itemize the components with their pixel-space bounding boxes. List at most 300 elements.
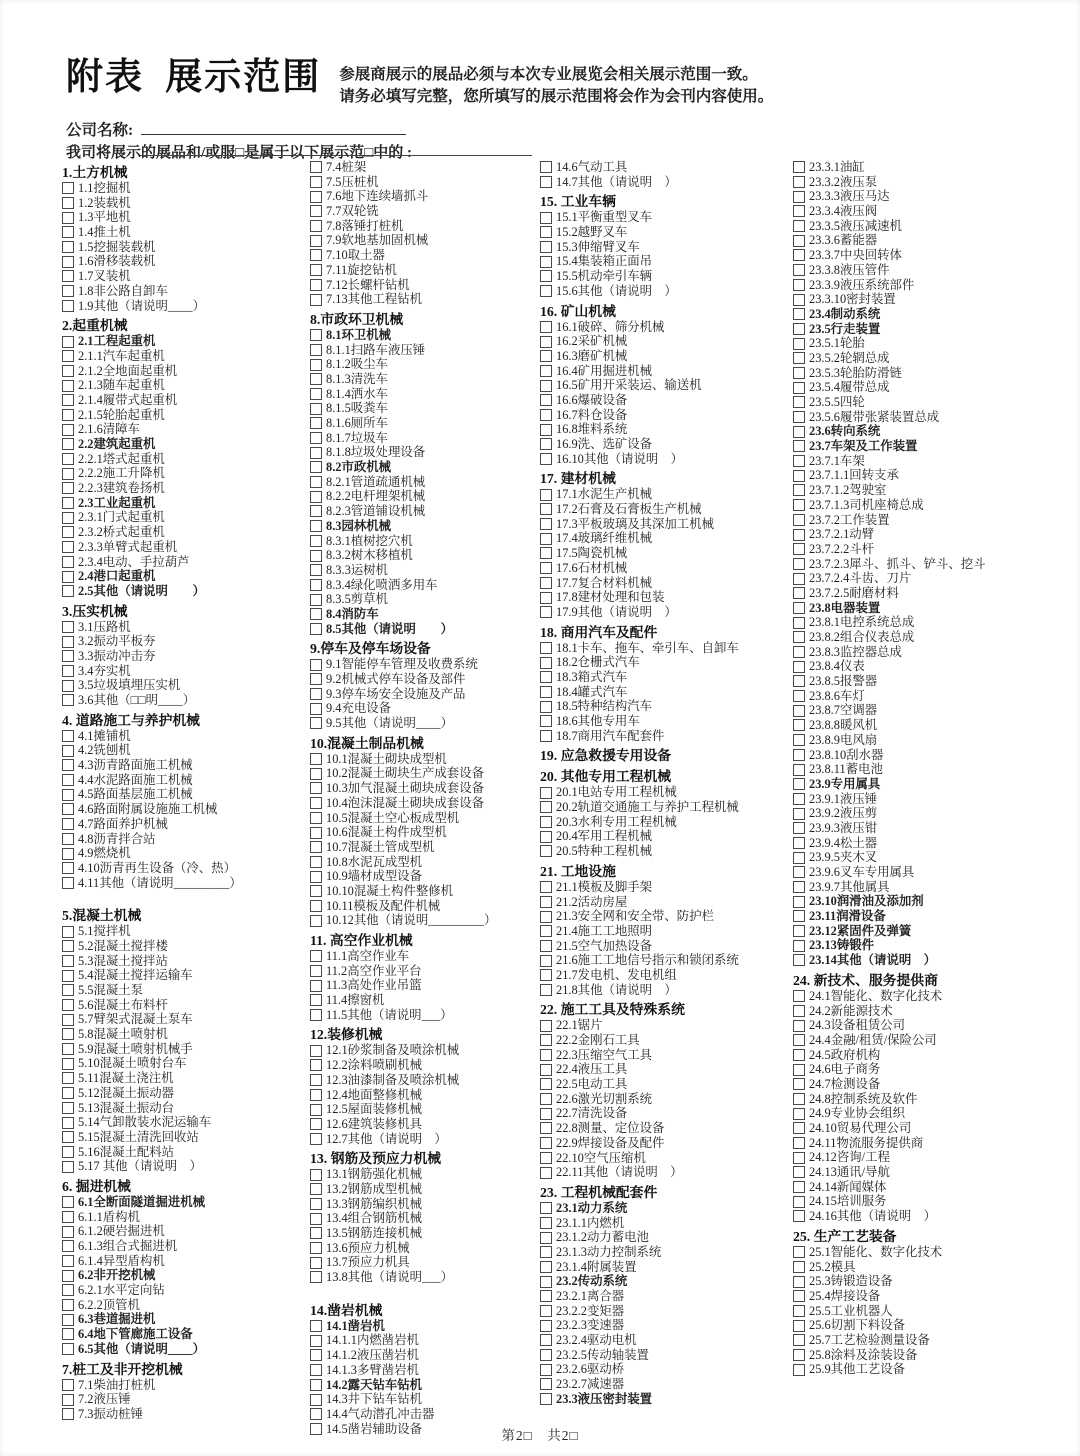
checkbox[interactable] — [62, 1102, 74, 1114]
checkbox[interactable] — [793, 1276, 805, 1288]
checkbox[interactable] — [310, 1408, 322, 1420]
checkbox[interactable] — [793, 749, 805, 761]
checkbox[interactable] — [62, 1028, 74, 1040]
checkbox[interactable] — [310, 1074, 322, 1086]
checkbox[interactable] — [310, 594, 322, 606]
checkbox[interactable] — [793, 411, 805, 423]
checkbox[interactable] — [540, 1261, 552, 1273]
checkbox[interactable] — [540, 489, 552, 501]
checkbox[interactable] — [310, 461, 322, 473]
checkbox[interactable] — [540, 1078, 552, 1090]
checkbox[interactable] — [62, 833, 74, 845]
checkbox[interactable] — [310, 782, 322, 794]
checkbox[interactable] — [793, 191, 805, 203]
checkbox[interactable] — [310, 1045, 322, 1057]
checkbox[interactable] — [310, 220, 322, 232]
checkbox[interactable] — [540, 1217, 552, 1229]
checkbox[interactable] — [540, 896, 552, 908]
checkbox[interactable] — [310, 1364, 322, 1376]
checkbox[interactable] — [793, 1034, 805, 1046]
checkbox[interactable] — [310, 994, 322, 1006]
checkbox[interactable] — [793, 543, 805, 555]
checkbox[interactable] — [793, 1078, 805, 1090]
checkbox[interactable] — [793, 719, 805, 731]
checkbox[interactable] — [540, 256, 552, 268]
checkbox[interactable] — [310, 432, 322, 444]
checkbox[interactable] — [62, 680, 74, 692]
checkbox[interactable] — [310, 980, 322, 992]
checkbox[interactable] — [793, 440, 805, 452]
checkbox[interactable] — [310, 1213, 322, 1225]
checkbox[interactable] — [310, 659, 322, 671]
checkbox[interactable] — [310, 703, 322, 715]
checkbox[interactable] — [310, 1257, 322, 1269]
checkbox[interactable] — [62, 636, 74, 648]
checkbox[interactable] — [793, 484, 805, 496]
checkbox[interactable] — [793, 338, 805, 350]
checkbox[interactable] — [540, 911, 552, 923]
checkbox[interactable] — [310, 176, 322, 188]
checkbox[interactable] — [540, 365, 552, 377]
checkbox[interactable] — [62, 1211, 74, 1223]
checkbox[interactable] — [62, 730, 74, 742]
checkbox[interactable] — [62, 1043, 74, 1055]
checkbox[interactable] — [793, 396, 805, 408]
checkbox[interactable] — [540, 969, 552, 981]
checkbox[interactable] — [310, 623, 322, 635]
checkbox[interactable] — [793, 558, 805, 570]
checkbox[interactable] — [310, 550, 322, 562]
checkbox[interactable] — [62, 940, 74, 952]
checkbox[interactable] — [310, 717, 322, 729]
checkbox[interactable] — [540, 592, 552, 604]
checkbox[interactable] — [62, 1058, 74, 1070]
checkbox[interactable] — [540, 321, 552, 333]
checkbox[interactable] — [62, 1379, 74, 1391]
checkbox[interactable] — [793, 1364, 805, 1376]
checkbox[interactable] — [793, 1320, 805, 1332]
checkbox[interactable] — [62, 285, 74, 297]
checkbox[interactable] — [793, 264, 805, 276]
checkbox[interactable] — [62, 1117, 74, 1129]
checkbox[interactable] — [310, 1227, 322, 1239]
checkbox[interactable] — [793, 631, 805, 643]
checkbox[interactable] — [62, 926, 74, 938]
checkbox[interactable] — [310, 900, 322, 912]
checkbox[interactable] — [540, 955, 552, 967]
checkbox[interactable] — [62, 1270, 74, 1282]
checkbox[interactable] — [793, 367, 805, 379]
checkbox[interactable] — [793, 352, 805, 364]
checkbox[interactable] — [540, 1034, 552, 1046]
checkbox[interactable] — [540, 1232, 552, 1244]
checkbox[interactable] — [793, 881, 805, 893]
checkbox[interactable] — [540, 518, 552, 530]
checkbox[interactable] — [793, 1261, 805, 1273]
checkbox[interactable] — [62, 256, 74, 268]
checkbox[interactable] — [540, 424, 552, 436]
checkbox[interactable] — [793, 1020, 805, 1032]
checkbox[interactable] — [793, 1196, 805, 1208]
checkbox[interactable] — [540, 409, 552, 421]
checkbox[interactable] — [793, 764, 805, 776]
checkbox[interactable] — [310, 950, 322, 962]
checkbox[interactable] — [310, 1271, 322, 1283]
checkbox[interactable] — [62, 365, 74, 377]
checkbox[interactable] — [793, 308, 805, 320]
checkbox[interactable] — [62, 1161, 74, 1173]
checkbox[interactable] — [540, 350, 552, 362]
checkbox[interactable] — [793, 705, 805, 717]
checkbox[interactable] — [540, 787, 552, 799]
checkbox[interactable] — [62, 526, 74, 538]
checkbox[interactable] — [62, 197, 74, 209]
checkbox[interactable] — [540, 336, 552, 348]
checkbox[interactable] — [310, 161, 322, 173]
checkbox[interactable] — [793, 1305, 805, 1317]
checkbox[interactable] — [310, 812, 322, 824]
checkbox[interactable] — [793, 426, 805, 438]
checkbox[interactable] — [310, 294, 322, 306]
checkbox[interactable] — [540, 270, 552, 282]
checkbox[interactable] — [540, 606, 552, 618]
checkbox[interactable] — [62, 1146, 74, 1158]
checkbox[interactable] — [310, 329, 322, 341]
checkbox[interactable] — [310, 768, 322, 780]
checkbox[interactable] — [62, 336, 74, 348]
checkbox[interactable] — [540, 730, 552, 742]
checkbox[interactable] — [62, 1196, 74, 1208]
checkbox[interactable] — [310, 505, 322, 517]
checkbox[interactable] — [793, 690, 805, 702]
checkbox[interactable] — [310, 673, 322, 685]
checkbox[interactable] — [62, 759, 74, 771]
checkbox[interactable] — [793, 1210, 805, 1222]
checkbox[interactable] — [310, 1242, 322, 1254]
checkbox[interactable] — [310, 915, 322, 927]
checkbox[interactable] — [62, 789, 74, 801]
checkbox[interactable] — [62, 745, 74, 757]
checkbox[interactable] — [540, 1093, 552, 1105]
checkbox[interactable] — [310, 1349, 322, 1361]
checkbox[interactable] — [540, 1320, 552, 1332]
checkbox[interactable] — [540, 642, 552, 654]
checkbox[interactable] — [310, 447, 322, 459]
checkbox[interactable] — [793, 279, 805, 291]
checkbox[interactable] — [62, 556, 74, 568]
checkbox[interactable] — [310, 1183, 322, 1195]
checkbox[interactable] — [62, 453, 74, 465]
checkbox[interactable] — [310, 417, 322, 429]
checkbox[interactable] — [793, 866, 805, 878]
checkbox[interactable] — [793, 1122, 805, 1134]
checkbox[interactable] — [793, 323, 805, 335]
checkbox[interactable] — [62, 438, 74, 450]
checkbox[interactable] — [310, 1118, 322, 1130]
checkbox[interactable] — [62, 541, 74, 553]
checkbox[interactable] — [793, 1137, 805, 1149]
checkbox[interactable] — [540, 176, 552, 188]
checkbox[interactable] — [793, 176, 805, 188]
checkbox[interactable] — [793, 675, 805, 687]
checkbox[interactable] — [62, 1343, 74, 1355]
checkbox[interactable] — [62, 955, 74, 967]
checkbox[interactable] — [62, 468, 74, 480]
checkbox[interactable] — [540, 701, 552, 713]
checkbox[interactable] — [793, 573, 805, 585]
checkbox[interactable] — [793, 778, 805, 790]
checkbox[interactable] — [310, 235, 322, 247]
checkbox[interactable] — [540, 1276, 552, 1288]
checkbox[interactable] — [540, 845, 552, 857]
checkbox[interactable] — [540, 212, 552, 224]
checkbox[interactable] — [540, 1152, 552, 1164]
checkbox[interactable] — [793, 499, 805, 511]
checkbox[interactable] — [793, 470, 805, 482]
checkbox[interactable] — [540, 438, 552, 450]
checkbox[interactable] — [62, 848, 74, 860]
checkbox[interactable] — [310, 885, 322, 897]
checkbox[interactable] — [793, 896, 805, 908]
checkbox[interactable] — [310, 827, 322, 839]
fill-in-blank-line[interactable] — [140, 155, 532, 156]
checkbox[interactable] — [62, 621, 74, 633]
checkbox[interactable] — [310, 1059, 322, 1071]
checkbox[interactable] — [62, 585, 74, 597]
checkbox[interactable] — [62, 877, 74, 889]
checkbox[interactable] — [540, 285, 552, 297]
checkbox[interactable] — [793, 617, 805, 629]
checkbox[interactable] — [310, 535, 322, 547]
checkbox[interactable] — [793, 910, 805, 922]
checkbox[interactable] — [310, 871, 322, 883]
checkbox[interactable] — [793, 954, 805, 966]
checkbox[interactable] — [62, 1299, 74, 1311]
checkbox[interactable] — [62, 482, 74, 494]
checkbox[interactable] — [793, 235, 805, 247]
checkbox[interactable] — [793, 249, 805, 261]
checkbox[interactable] — [540, 1305, 552, 1317]
checkbox[interactable] — [62, 409, 74, 421]
checkbox[interactable] — [310, 856, 322, 868]
checkbox[interactable] — [793, 837, 805, 849]
checkbox[interactable] — [310, 841, 322, 853]
checkbox[interactable] — [540, 1349, 552, 1361]
checkbox[interactable] — [540, 1167, 552, 1179]
checkbox[interactable] — [62, 650, 74, 662]
checkbox[interactable] — [540, 394, 552, 406]
checkbox[interactable] — [540, 533, 552, 545]
checkbox[interactable] — [540, 657, 552, 669]
checkbox[interactable] — [793, 205, 805, 217]
checkbox[interactable] — [62, 1408, 74, 1420]
checkbox[interactable] — [540, 380, 552, 392]
checkbox[interactable] — [62, 862, 74, 874]
checkbox[interactable] — [540, 1064, 552, 1076]
checkbox[interactable] — [310, 205, 322, 217]
checkbox[interactable] — [540, 1020, 552, 1032]
checkbox[interactable] — [310, 1104, 322, 1116]
checkbox[interactable] — [62, 818, 74, 830]
checkbox[interactable] — [62, 1014, 74, 1026]
checkbox[interactable] — [793, 1152, 805, 1164]
checkbox[interactable] — [540, 831, 552, 843]
checkbox[interactable] — [62, 1131, 74, 1143]
checkbox[interactable] — [793, 1108, 805, 1120]
checkbox[interactable] — [540, 547, 552, 559]
checkbox[interactable] — [540, 1246, 552, 1258]
checkbox[interactable] — [310, 608, 322, 620]
checkbox[interactable] — [310, 249, 322, 261]
checkbox[interactable] — [310, 1009, 322, 1021]
company-name-input-line[interactable] — [141, 120, 406, 135]
checkbox[interactable] — [310, 491, 322, 503]
checkbox[interactable] — [62, 970, 74, 982]
checkbox[interactable] — [540, 881, 552, 893]
checkbox[interactable] — [62, 350, 74, 362]
checkbox[interactable] — [793, 455, 805, 467]
checkbox[interactable] — [310, 403, 322, 415]
checkbox[interactable] — [62, 424, 74, 436]
checkbox[interactable] — [793, 1064, 805, 1076]
checkbox[interactable] — [310, 579, 322, 591]
checkbox[interactable] — [793, 1246, 805, 1258]
checkbox[interactable] — [310, 264, 322, 276]
checkbox[interactable] — [62, 665, 74, 677]
checkbox[interactable] — [310, 688, 322, 700]
checkbox[interactable] — [310, 388, 322, 400]
checkbox[interactable] — [793, 1005, 805, 1017]
checkbox[interactable] — [62, 241, 74, 253]
checkbox[interactable] — [62, 1072, 74, 1084]
checkbox[interactable] — [793, 514, 805, 526]
checkbox[interactable] — [793, 990, 805, 1002]
checkbox[interactable] — [62, 270, 74, 282]
checkbox[interactable] — [62, 571, 74, 583]
checkbox[interactable] — [62, 1087, 74, 1099]
checkbox[interactable] — [793, 161, 805, 173]
checkbox[interactable] — [62, 1328, 74, 1340]
checkbox[interactable] — [62, 1240, 74, 1252]
checkbox[interactable] — [540, 801, 552, 813]
checkbox[interactable] — [540, 715, 552, 727]
checkbox[interactable] — [310, 191, 322, 203]
checkbox[interactable] — [540, 671, 552, 683]
checkbox[interactable] — [540, 1334, 552, 1346]
checkbox[interactable] — [310, 797, 322, 809]
checkbox[interactable] — [310, 520, 322, 532]
checkbox[interactable] — [540, 503, 552, 515]
checkbox[interactable] — [540, 1137, 552, 1149]
checkbox[interactable] — [62, 512, 74, 524]
checkbox[interactable] — [310, 965, 322, 977]
checkbox[interactable] — [62, 300, 74, 312]
checkbox[interactable] — [793, 940, 805, 952]
checkbox[interactable] — [310, 1169, 322, 1181]
checkbox[interactable] — [793, 1093, 805, 1105]
checkbox[interactable] — [540, 686, 552, 698]
checkbox[interactable] — [793, 529, 805, 541]
checkbox[interactable] — [540, 1049, 552, 1061]
checkbox[interactable] — [62, 380, 74, 392]
checkbox[interactable] — [793, 220, 805, 232]
checkbox[interactable] — [310, 1394, 322, 1406]
checkbox[interactable] — [793, 1334, 805, 1346]
checkbox[interactable] — [793, 852, 805, 864]
checkbox[interactable] — [793, 734, 805, 746]
checkbox[interactable] — [793, 661, 805, 673]
checkbox[interactable] — [62, 497, 74, 509]
checkbox[interactable] — [793, 294, 805, 306]
checkbox[interactable] — [62, 774, 74, 786]
checkbox[interactable] — [310, 476, 322, 488]
checkbox[interactable] — [310, 279, 322, 291]
checkbox[interactable] — [62, 182, 74, 194]
checkbox[interactable] — [540, 816, 552, 828]
checkbox[interactable] — [310, 564, 322, 576]
checkbox[interactable] — [310, 1089, 322, 1101]
checkbox[interactable] — [310, 1198, 322, 1210]
checkbox[interactable] — [310, 344, 322, 356]
checkbox[interactable] — [793, 587, 805, 599]
checkbox[interactable] — [793, 646, 805, 658]
checkbox[interactable] — [310, 1320, 322, 1332]
checkbox[interactable] — [62, 1314, 74, 1326]
checkbox[interactable] — [540, 453, 552, 465]
checkbox[interactable] — [540, 984, 552, 996]
checkbox[interactable] — [793, 808, 805, 820]
checkbox[interactable] — [62, 394, 74, 406]
checkbox[interactable] — [62, 1255, 74, 1267]
checkbox[interactable] — [310, 753, 322, 765]
checkbox[interactable] — [62, 984, 74, 996]
checkbox[interactable] — [540, 1290, 552, 1302]
checkbox[interactable] — [793, 822, 805, 834]
checkbox[interactable] — [793, 793, 805, 805]
checkbox[interactable] — [540, 226, 552, 238]
checkbox[interactable] — [62, 803, 74, 815]
checkbox[interactable] — [540, 1393, 552, 1405]
checkbox[interactable] — [793, 382, 805, 394]
checkbox[interactable] — [793, 925, 805, 937]
checkbox[interactable] — [62, 999, 74, 1011]
checkbox[interactable] — [540, 925, 552, 937]
checkbox[interactable] — [310, 1379, 322, 1391]
checkbox[interactable] — [540, 1378, 552, 1390]
checkbox[interactable] — [793, 1181, 805, 1193]
checkbox[interactable] — [62, 1284, 74, 1296]
checkbox[interactable] — [540, 1364, 552, 1376]
checkbox[interactable] — [793, 1349, 805, 1361]
checkbox[interactable] — [793, 1166, 805, 1178]
checkbox[interactable] — [62, 1394, 74, 1406]
checkbox[interactable] — [310, 1133, 322, 1145]
checkbox[interactable] — [540, 577, 552, 589]
checkbox[interactable] — [540, 562, 552, 574]
checkbox[interactable] — [62, 694, 74, 706]
checkbox[interactable] — [540, 161, 552, 173]
checkbox[interactable] — [62, 226, 74, 238]
checkbox[interactable] — [62, 212, 74, 224]
checkbox[interactable] — [540, 241, 552, 253]
checkbox[interactable] — [540, 940, 552, 952]
checkbox[interactable] — [793, 1049, 805, 1061]
checkbox[interactable] — [793, 1290, 805, 1302]
checkbox[interactable] — [310, 373, 322, 385]
checkbox[interactable] — [540, 1202, 552, 1214]
checkbox[interactable] — [540, 1122, 552, 1134]
checkbox[interactable] — [310, 1335, 322, 1347]
